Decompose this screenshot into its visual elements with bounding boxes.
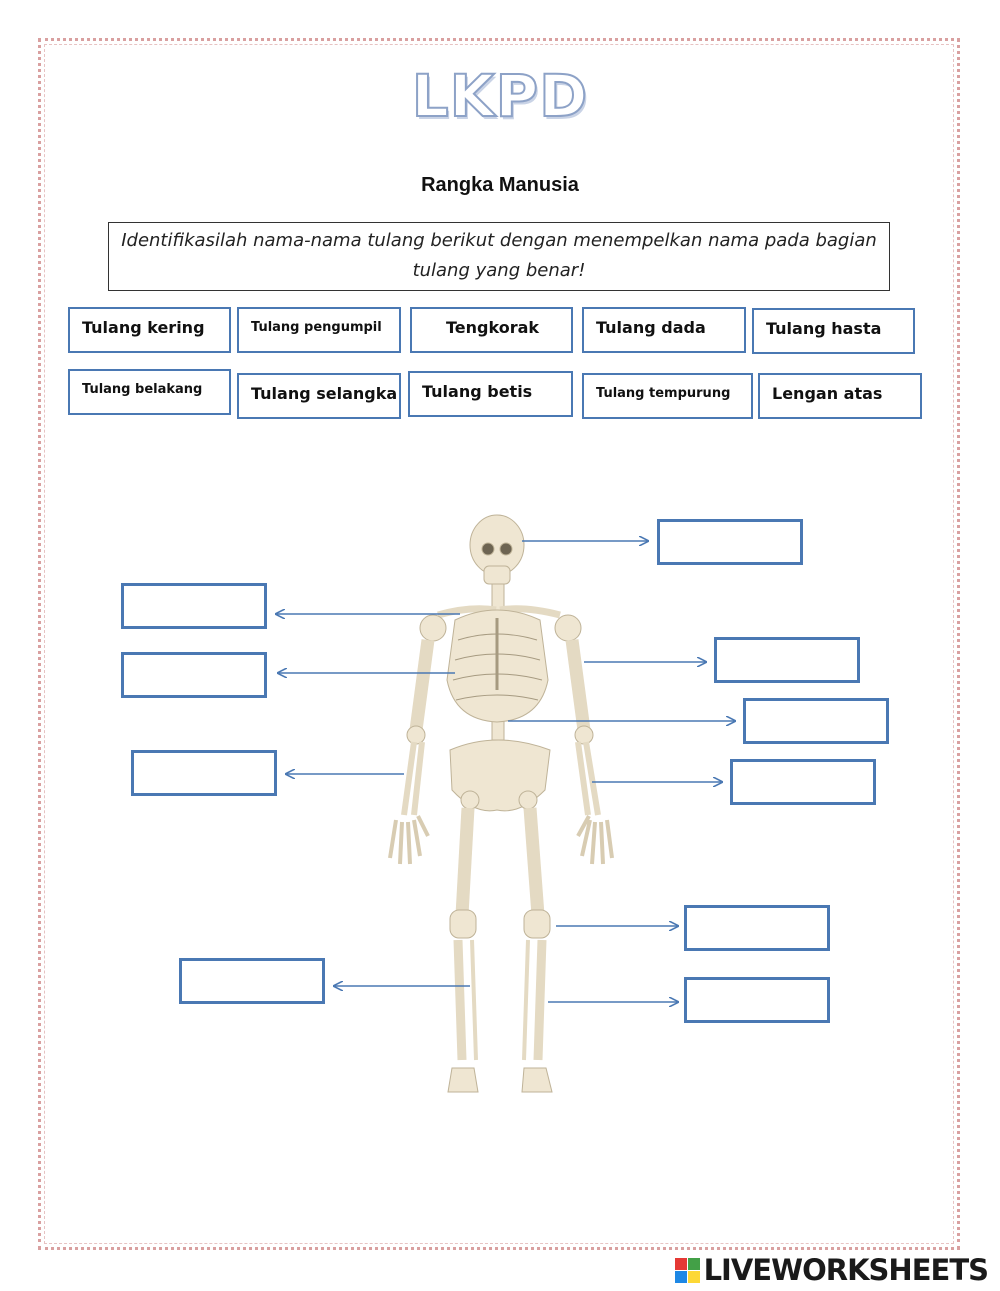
word-tulang-selangka[interactable]: Tulang selangka <box>237 373 401 419</box>
brand-name: LIVEWORKSHEETS <box>703 1253 988 1287</box>
answer-slot-collarbone[interactable] <box>121 583 267 629</box>
logo-square-red <box>675 1258 687 1270</box>
word-tulang-dada[interactable]: Tulang dada <box>582 307 746 353</box>
liveworksheets-brand[interactable] <box>675 1252 988 1288</box>
answer-slot-sternum[interactable] <box>121 652 267 698</box>
answer-slot-forearm-left[interactable] <box>131 750 277 796</box>
answer-slot-shin[interactable] <box>179 958 325 1004</box>
answer-slot-spine[interactable] <box>743 698 889 744</box>
page-title: LKPD <box>411 62 589 130</box>
word-tulang-betis[interactable]: Tulang betis <box>408 371 573 417</box>
word-tulang-tempurung[interactable]: Tulang tempurung <box>582 373 753 419</box>
answer-slot-upper-arm[interactable] <box>714 637 860 683</box>
liveworksheets-logo-icon <box>675 1258 700 1283</box>
word-lengan-atas[interactable]: Lengan atas <box>758 373 922 419</box>
instructions-line-2: tulang yang benar! <box>412 260 586 281</box>
worksheet-subtitle: Rangka Manusia <box>421 174 579 196</box>
word-tulang-kering[interactable]: Tulang kering <box>68 307 231 353</box>
answer-slot-skull[interactable] <box>657 519 803 565</box>
logo-square-yellow <box>688 1271 700 1283</box>
answer-slot-forearm-right[interactable] <box>730 759 876 805</box>
word-tulang-belakang[interactable]: Tulang belakang <box>68 369 231 415</box>
logo-square-blue <box>675 1271 687 1283</box>
instructions-line-1: Identifikasilah nama-nama tulang berikut dengan menempelkan nama pada bagian <box>121 230 877 251</box>
word-tengkorak[interactable]: Tengkorak <box>410 307 573 353</box>
answer-slot-knee[interactable] <box>684 905 830 951</box>
answer-slot-fibula[interactable] <box>684 977 830 1023</box>
word-tulang-pengumpil[interactable]: Tulang pengumpil <box>237 307 401 353</box>
word-tulang-hasta[interactable]: Tulang hasta <box>752 308 915 354</box>
logo-square-green <box>688 1258 700 1270</box>
